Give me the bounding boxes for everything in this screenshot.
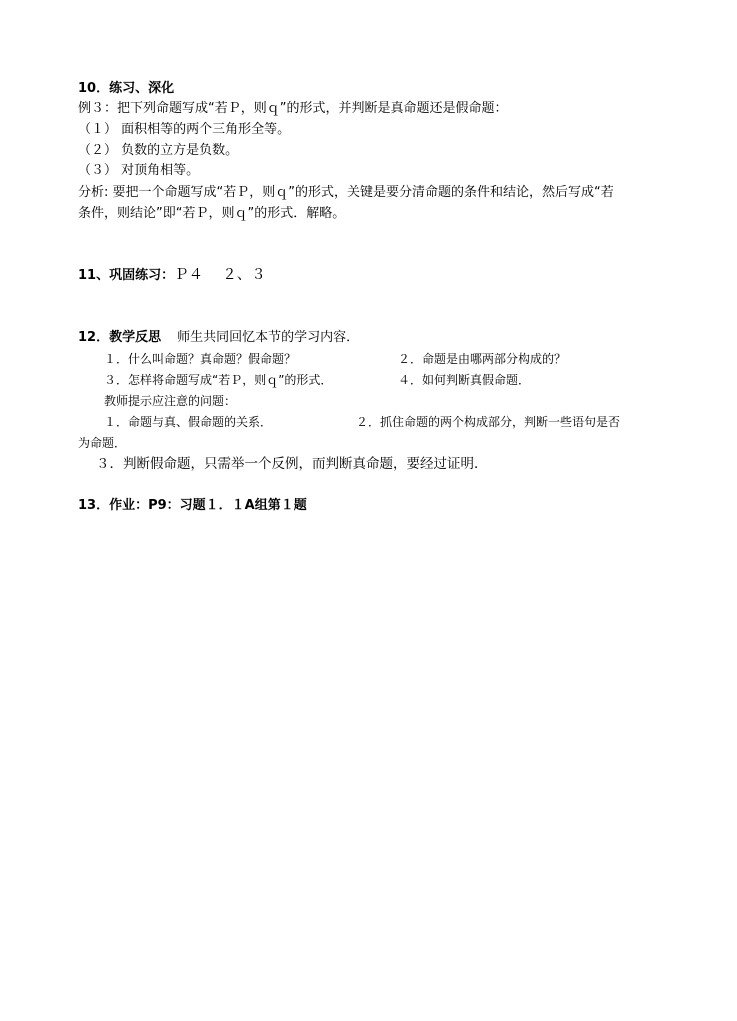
note-2-line-2: 为命题． (78, 436, 127, 450)
example-item-3: （３） 对顶角相等。 (78, 163, 200, 178)
question-3: ３．怎样将命题写成“若Ｐ，则ｑ”的形式． (104, 373, 333, 387)
question-1: １．什么叫命题？真命题？假命题？ (104, 352, 297, 366)
section-12 (78, 329, 359, 347)
section-12-intro: 师生共同回忆本节的学习内容． (177, 330, 360, 345)
analysis-line-2: 条件，则结论”即“若Ｐ，则ｑ”的形式．解略。 (78, 206, 346, 221)
note-1: １．命题与真、假命题的关系． (104, 415, 273, 429)
note-3: ３．判断假命题，只需举一个反例，而判断真命题，要经过证明． (96, 456, 488, 472)
section-13-content: P9：习题１．１A组第１题 (148, 498, 307, 513)
question-2: ２．命题是由哪两部分构成的？ (398, 352, 567, 366)
section-11-content: Ｐ４ ２、３ (174, 267, 266, 283)
teacher-note: 教师提示应注意的问题： (104, 394, 237, 408)
example-3: 例３：把下列命题写成“若Ｐ，则ｑ”的形式，并判断是真命题还是假命题： (78, 101, 508, 116)
question-4: ４．如何判断真假命题． (398, 373, 531, 387)
section-13 (78, 497, 307, 515)
analysis-line-1: 分析: 要把一个命题写成“若Ｐ，则ｑ”的形式，关键是要分清命题的条件和结论，然后写成“若 (78, 185, 614, 200)
section-12-heading: 12．教学反思 (78, 330, 162, 345)
section-13-heading: 13．作业： (78, 498, 149, 513)
section-11-heading: 11、巩固练习： (78, 268, 175, 283)
example-item-1: （１） 面积相等的两个三角形全等。 (78, 122, 291, 137)
example-item-2: （２） 负数的立方是负数。 (78, 143, 239, 158)
note-2-line-1: ２．抓住命题的两个构成部分，判断一些语句是否 (356, 415, 621, 429)
section-10-heading: 10．练习、深化 (78, 81, 175, 96)
section-11 (78, 266, 266, 285)
